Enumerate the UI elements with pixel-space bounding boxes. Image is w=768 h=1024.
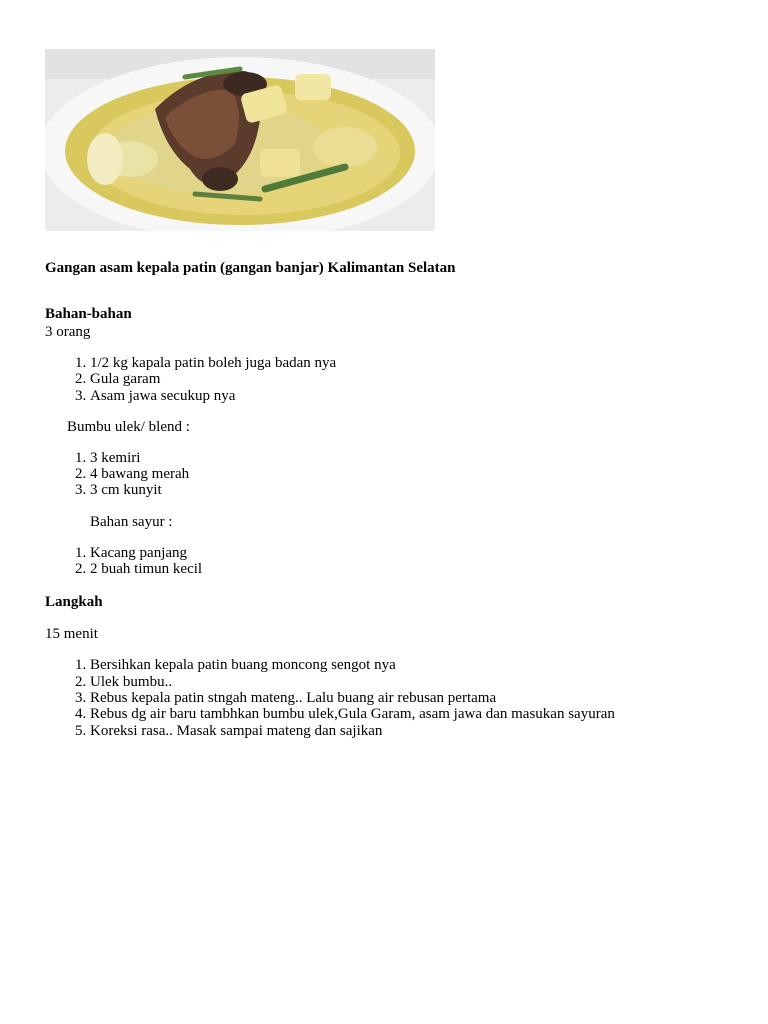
sayur-list <box>45 545 725 578</box>
list-item: 1. 1/2 kg kapala patin boleh juga badan nya <box>90 355 725 371</box>
list-item: 5. Koreksi rasa.. Masak sampai mateng dan sajikan <box>90 723 725 739</box>
list-item: 1. Kacang panjang <box>90 545 725 561</box>
steps-duration: 15 menit <box>45 626 98 643</box>
list-item: 3. Rebus kepala patin stngah mateng.. Lalu buang air rebusan pertama <box>90 690 725 706</box>
bumbu-list <box>45 450 725 499</box>
steps-list <box>45 657 725 738</box>
recipe-page <box>45 49 725 739</box>
list-item: 1. 3 kemiri <box>90 450 725 466</box>
list-item: 2. 4 bawang merah <box>90 466 725 482</box>
list-item: 2. Gula garam <box>90 371 725 387</box>
list-item: 2. Ulek bumbu.. <box>90 674 725 690</box>
sayur-label: Bahan sayur : <box>90 513 173 530</box>
list-item: 2. 2 buah timun kecil <box>90 561 725 577</box>
list-item: 3. Asam jawa secukup nya <box>90 388 725 404</box>
main-ingredients-list <box>45 355 725 404</box>
ingredients-heading: Bahan-bahan <box>45 306 132 322</box>
soup-photo <box>45 49 435 231</box>
steps-heading: Langkah <box>45 594 103 611</box>
servings: 3 orang <box>45 324 91 340</box>
list-item: 4. Rebus dg air baru tambhkan bumbu ulek,Gula Garam, asam jawa dan masukan sayuran <box>90 706 725 722</box>
list-item: 3. 3 cm kunyit <box>90 482 725 498</box>
recipe-title: Gangan asam kepala patin (gangan banjar) Kalimantan Selatan <box>45 260 456 276</box>
bumbu-label: Bumbu ulek/ blend : <box>67 418 190 435</box>
list-item: 1. Bersihkan kepala patin buang moncong sengot nya <box>90 657 725 673</box>
